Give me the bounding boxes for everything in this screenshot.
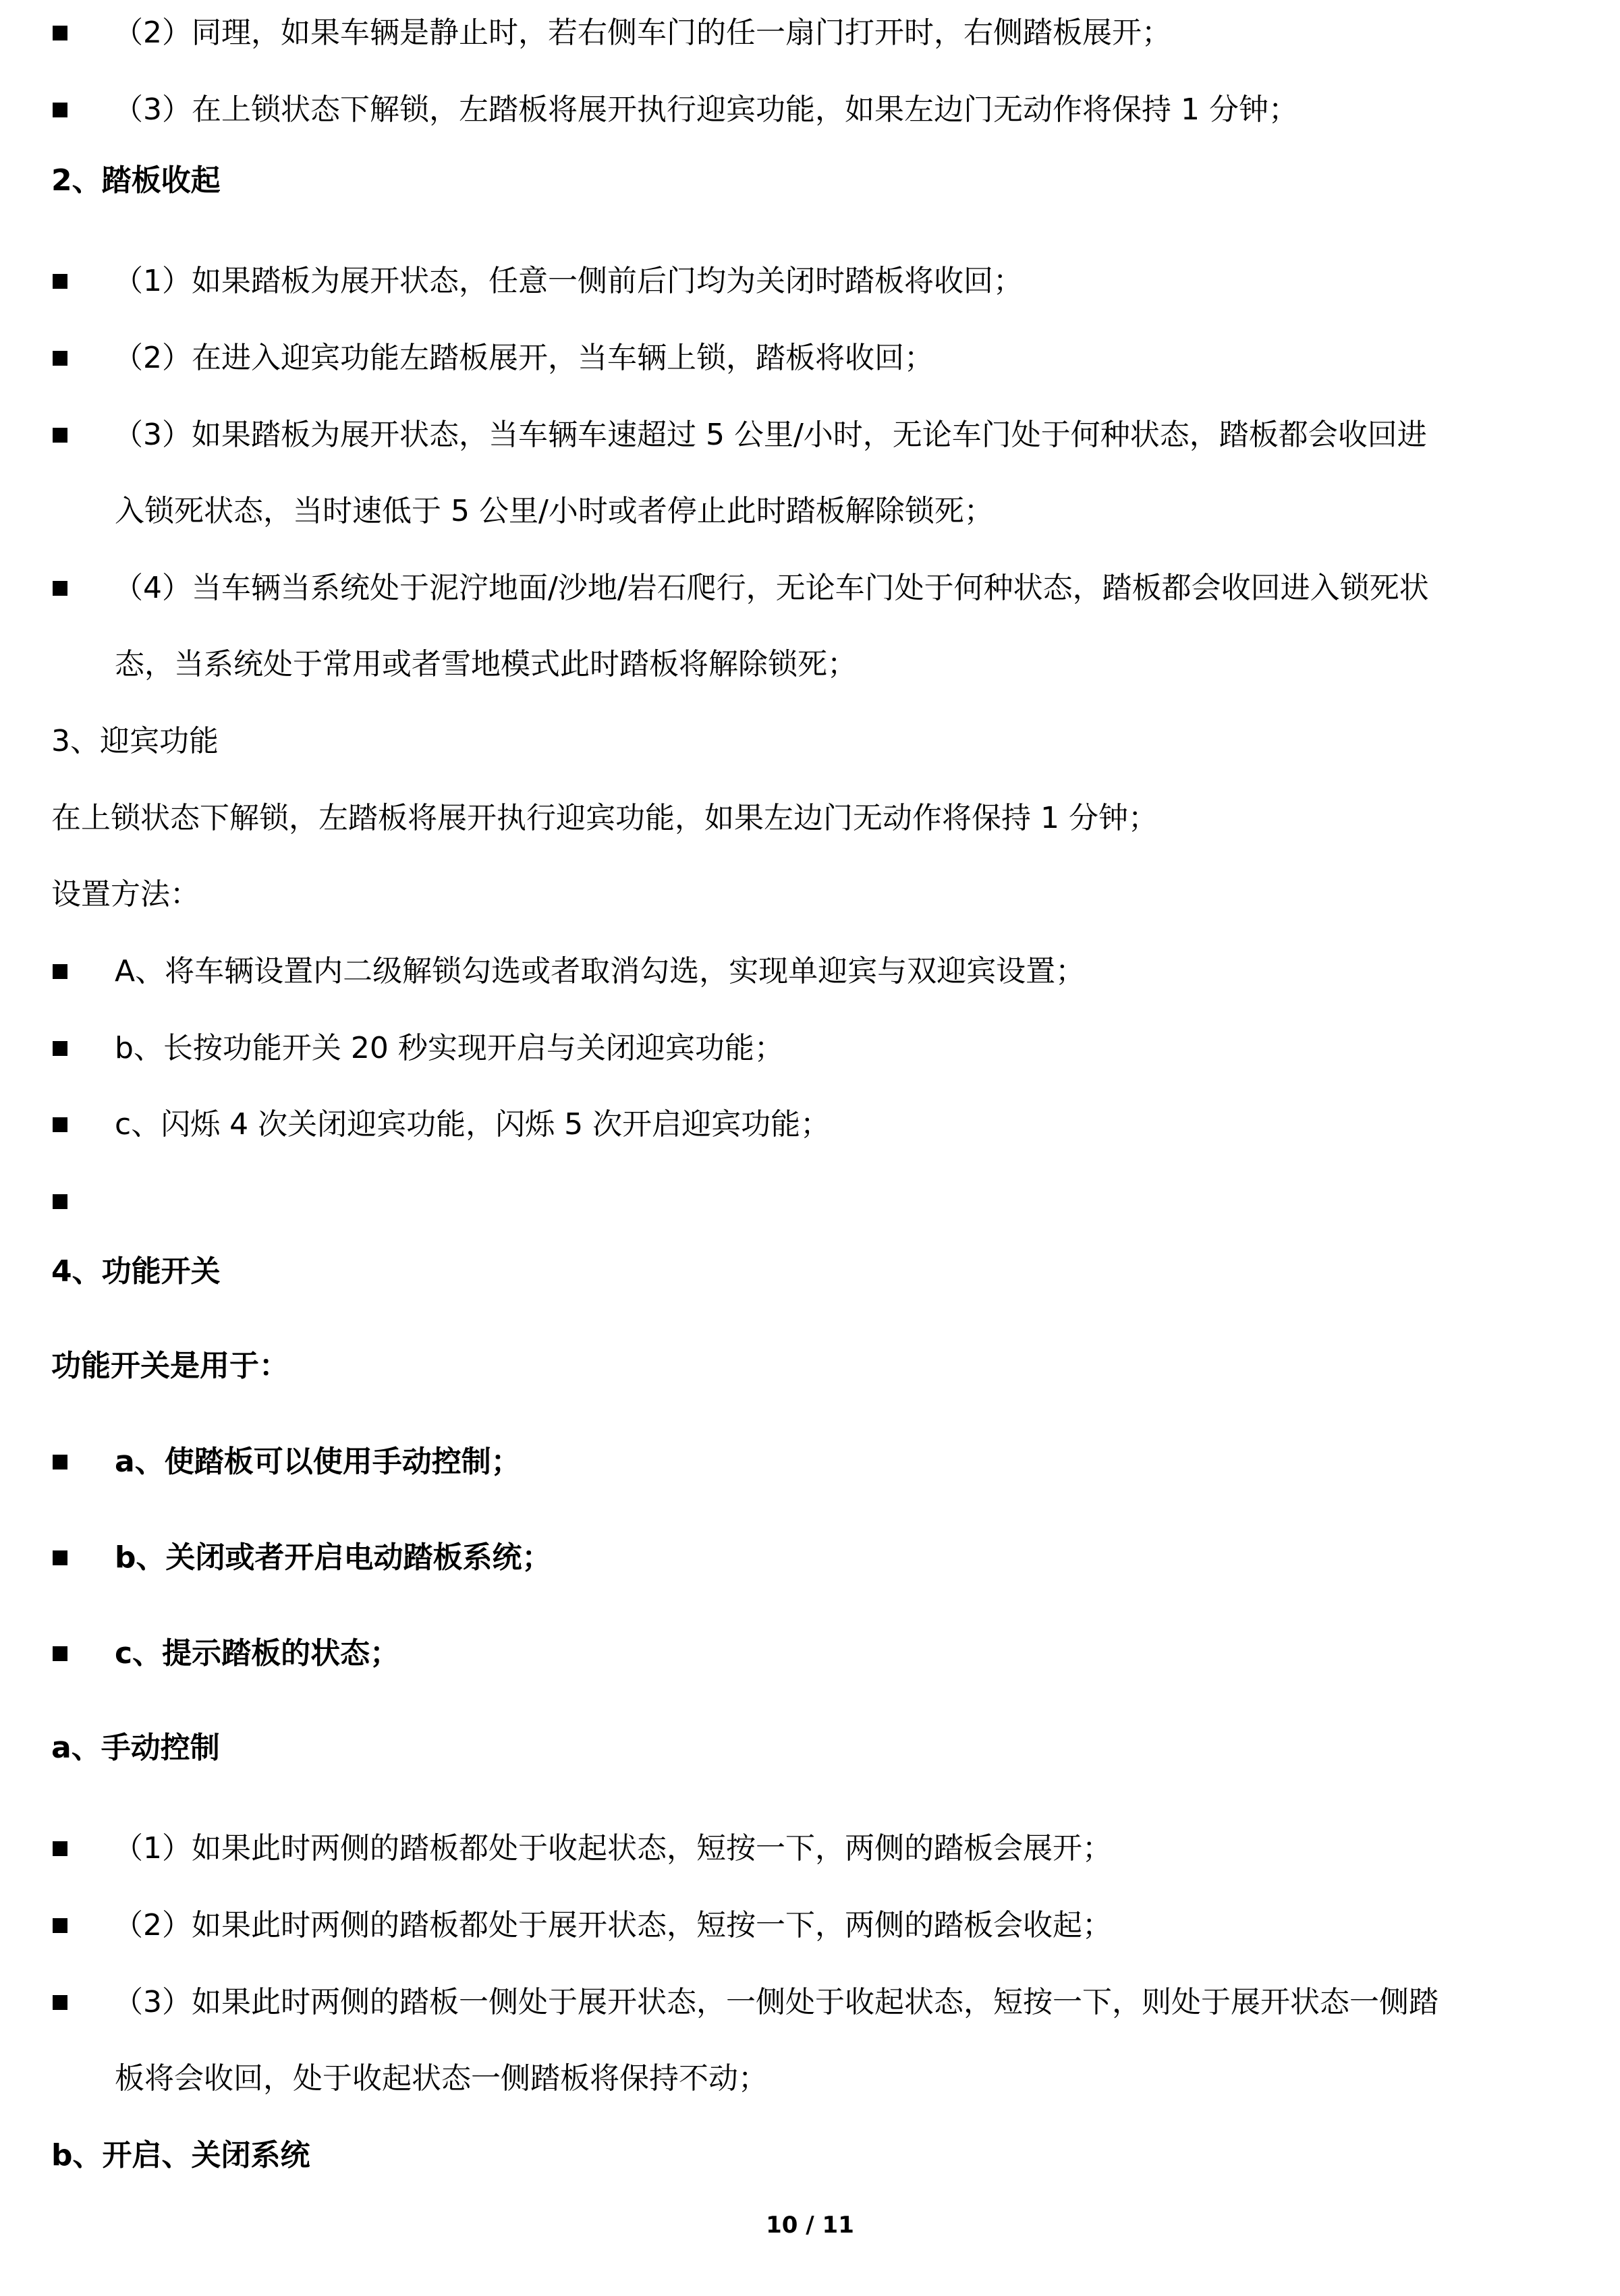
- list-item: a、使踏板可以使用手动控制；: [115, 1445, 521, 1479]
- list-item: （3）如果此时两侧的踏板一侧处于展开状态，一侧处于收起状态，短按一下，则处于展开状态一侧踏: [113, 1985, 1439, 2019]
- list-item: A、将车辆设置内二级解锁勾选或者取消勾选，实现单迎宾与双迎宾设置；: [115, 954, 1086, 988]
- bullet-marker: [53, 1841, 67, 1856]
- list-item: （2）如果此时两侧的踏板都处于展开状态，短按一下，两侧的踏板会收起；: [113, 1908, 1112, 1942]
- list-item: b、关闭或者开启电动踏板系统；: [115, 1540, 552, 1575]
- bullet-marker: [53, 1550, 67, 1565]
- bullet-marker: [53, 964, 67, 979]
- list-item: （1）如果踏板为展开状态，任意一侧前后门均为关闭时踏板将收回；: [113, 264, 1023, 298]
- list-item-continuation: 态，当系统处于常用或者雪地模式此时踏板将解除锁死；: [115, 647, 857, 681]
- paragraph: 在上锁状态下解锁，左踏板将展开执行迎宾功能，如果左边门无动作将保持 1 分钟；: [51, 801, 1158, 835]
- list-item: （4）当车辆当系统处于泥泞地面/沙地/岩石爬行，无论车门处于何种状态，踏板都会收回进入锁死状: [113, 571, 1429, 605]
- section-heading: 3、迎宾功能: [51, 724, 219, 758]
- bullet-marker: [53, 1455, 67, 1469]
- bullet-marker: [53, 1194, 67, 1209]
- paragraph: 设置方法：: [51, 877, 200, 912]
- bullet-marker: [53, 274, 67, 289]
- list-item: （2）同理，如果车辆是静止时，若右侧车门的任一扇门打开时，右侧踏板展开；: [113, 16, 1171, 50]
- list-item: c、闪烁 4 次关闭迎宾功能，闪烁 5 次开启迎宾功能；: [115, 1107, 831, 1142]
- page-number: 10 / 11: [766, 2212, 854, 2239]
- bullet-marker: [53, 428, 67, 443]
- bullet-marker: [53, 26, 67, 40]
- bullet-marker: [53, 1117, 67, 1132]
- bullet-marker: [53, 103, 67, 117]
- bullet-marker: [53, 351, 67, 366]
- list-item: b、长按功能开关 20 秒实现开启与关闭迎宾功能；: [115, 1031, 784, 1065]
- list-item: （3）在上锁状态下解锁，左踏板将展开执行迎宾功能，如果左边门无动作将保持 1 分钟；: [113, 92, 1298, 127]
- bullet-marker: [53, 1995, 67, 2010]
- bullet-marker: [53, 1041, 67, 1056]
- section-heading: b、开启、关闭系统: [51, 2138, 310, 2173]
- list-item: （3）如果踏板为展开状态，当车辆车速超过 5 公里/小时，无论车门处于何种状态，踏板都会收回进: [113, 418, 1427, 452]
- section-heading: a、手动控制: [51, 1731, 220, 1765]
- bullet-marker: [53, 1918, 67, 1933]
- section-heading: 2、踏板收起: [51, 163, 221, 198]
- list-item: （2）在进入迎宾功能左踏板展开，当车辆上锁，踏板将收回；: [113, 341, 934, 375]
- list-item: c、提示踏板的状态；: [115, 1636, 400, 1671]
- section-heading: 4、功能开关: [51, 1254, 221, 1289]
- bullet-marker: [53, 581, 67, 596]
- bullet-marker: [53, 1646, 67, 1661]
- paragraph: 功能开关是用于：: [51, 1349, 289, 1383]
- list-item-continuation: 板将会收回，处于收起状态一侧踏板将保持不动；: [115, 2061, 768, 2096]
- list-item: （1）如果此时两侧的踏板都处于收起状态，短按一下，两侧的踏板会展开；: [113, 1831, 1112, 1866]
- list-item-continuation: 入锁死状态，当时速低于 5 公里/小时或者停止此时踏板解除锁死；: [115, 494, 994, 528]
